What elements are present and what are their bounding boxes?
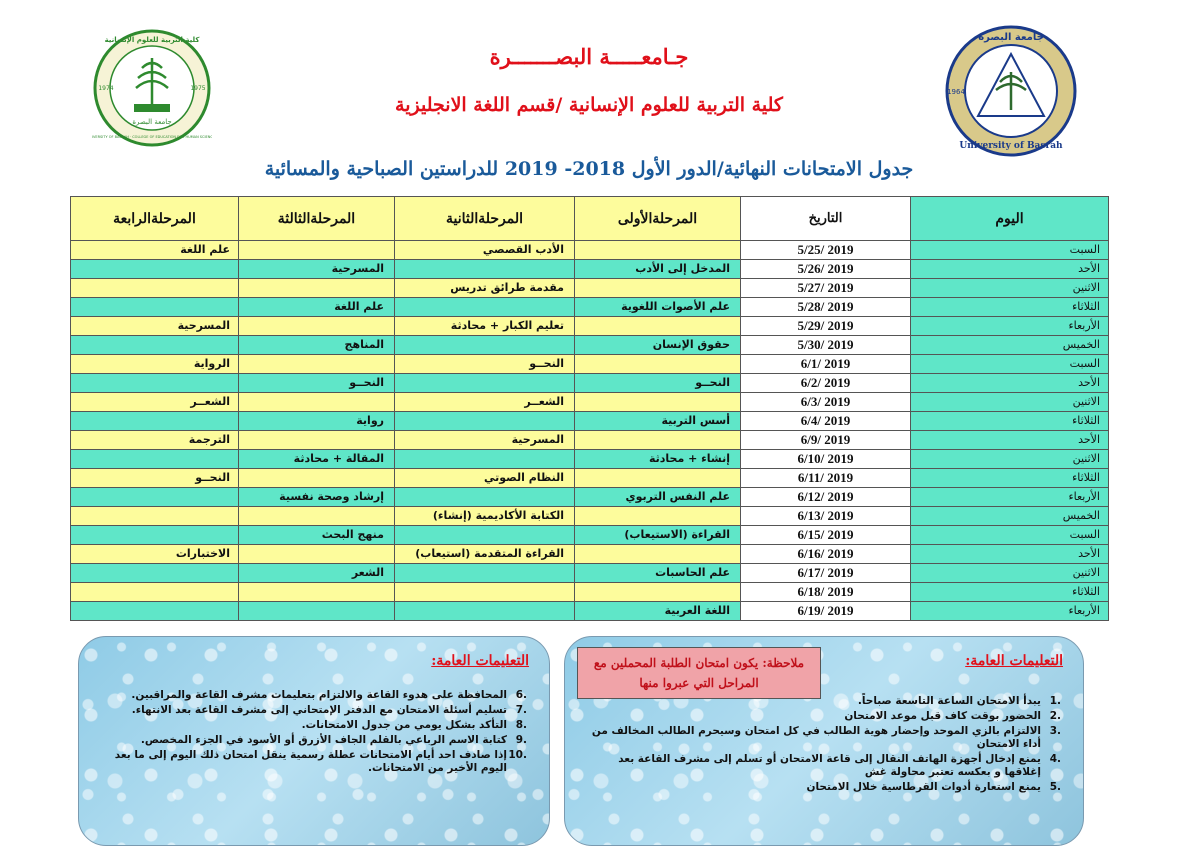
cell-date: 2019 /6/10 <box>741 450 911 469</box>
cell-stage1: علم النفس التربوي <box>575 488 741 507</box>
table-row <box>71 260 1109 279</box>
cell-stage1 <box>575 355 741 374</box>
instruction-number: .9 <box>515 734 527 746</box>
cell-stage3: الشعر <box>239 564 395 583</box>
cell-stage3 <box>239 583 395 602</box>
cell-stage1: علم الحاسبات <box>575 564 741 583</box>
cell-date: 2019 /6/17 <box>741 564 911 583</box>
table-row <box>71 355 1109 374</box>
cell-stage3: إرشاد وصحة نفسية <box>239 488 395 507</box>
cell-stage3: المناهج <box>239 336 395 355</box>
instructions-box-left <box>78 636 550 846</box>
table-row <box>71 412 1109 431</box>
cell-day: الخميس <box>911 507 1109 526</box>
table-row <box>71 488 1109 507</box>
instruction-item <box>589 710 1061 723</box>
cell-date: 2019 /6/1 <box>741 355 911 374</box>
cell-day: الأحد <box>911 431 1109 450</box>
cell-stage2: الكتابة الأكاديمية (إنشاء) <box>395 507 575 526</box>
cell-date: 2019 /6/16 <box>741 545 911 564</box>
instruction-number: .6 <box>515 689 527 701</box>
cell-date: 2019 /5/26 <box>741 260 911 279</box>
table-row <box>71 298 1109 317</box>
cell-day: الاثنين <box>911 450 1109 469</box>
cell-day: الثلاثاء <box>911 583 1109 602</box>
instructions-heading: التعليمات العامة: <box>431 653 529 669</box>
instruction-text: كتابة الاسم الرباعي بالقلم الجاف الأزرق أو الأسود في الجزء المخصص. <box>140 734 507 746</box>
college-logo-subtitle: جامعة البصرة <box>132 118 172 126</box>
instructions-list <box>103 689 527 777</box>
cell-stage3 <box>239 355 395 374</box>
cell-stage1: اللغة العربية <box>575 602 741 621</box>
cell-stage2: المسرحية <box>395 431 575 450</box>
table-row <box>71 526 1109 545</box>
cell-day: الاثنين <box>911 279 1109 298</box>
cell-stage2: النظام الصوتي <box>395 469 575 488</box>
cell-stage4 <box>71 450 239 469</box>
cell-stage2 <box>395 564 575 583</box>
table-row <box>71 317 1109 336</box>
cell-day: السبت <box>911 241 1109 260</box>
header-date: التاريخ <box>741 197 911 241</box>
cell-day: السبت <box>911 355 1109 374</box>
instruction-text: التأكد بشكل يومي من جدول الامتحانات. <box>301 719 507 731</box>
cell-date: 2019 /5/27 <box>741 279 911 298</box>
cell-stage4 <box>71 260 239 279</box>
instruction-number: .2 <box>1049 710 1061 722</box>
exam-schedule-table <box>70 196 1109 621</box>
instruction-number: .5 <box>1049 781 1061 793</box>
cell-day: الثلاثاء <box>911 469 1109 488</box>
instruction-item <box>589 695 1061 708</box>
cell-day: السبت <box>911 526 1109 545</box>
cell-stage4 <box>71 602 239 621</box>
cell-stage1: أسس التربية <box>575 412 741 431</box>
cell-stage2: النحــو <box>395 355 575 374</box>
college-logo-year-left: 1974 <box>98 85 114 92</box>
table-row <box>71 336 1109 355</box>
cell-date: 2019 /6/15 <box>741 526 911 545</box>
cell-stage3: رواية <box>239 412 395 431</box>
instruction-number: .10 <box>508 749 527 761</box>
cell-stage3 <box>239 393 395 412</box>
cell-stage4 <box>71 336 239 355</box>
cell-date: 2019 /6/12 <box>741 488 911 507</box>
cell-stage2: تعليم الكبار + محادثة <box>395 317 575 336</box>
table-row <box>71 564 1109 583</box>
table-row <box>71 602 1109 621</box>
table-row <box>71 583 1109 602</box>
cell-stage4 <box>71 412 239 431</box>
table-row <box>71 431 1109 450</box>
cell-stage2 <box>395 450 575 469</box>
cell-stage3 <box>239 317 395 336</box>
cell-stage4: الترجمة <box>71 431 239 450</box>
cell-date: 2019 /6/18 <box>741 583 911 602</box>
cell-stage1: النحــو <box>575 374 741 393</box>
cell-stage2 <box>395 583 575 602</box>
cell-stage4: الشعــر <box>71 393 239 412</box>
cell-stage2 <box>395 260 575 279</box>
cell-stage1 <box>575 545 741 564</box>
cell-date: 2019 /5/30 <box>741 336 911 355</box>
instruction-text: الحضور بوقت كاف قبل موعد الامتحان <box>844 710 1041 722</box>
cell-stage4: الرواية <box>71 355 239 374</box>
instructions-heading: التعليمات العامة: <box>965 653 1063 669</box>
cell-stage1 <box>575 431 741 450</box>
cell-stage4 <box>71 279 239 298</box>
cell-date: 2019 /5/28 <box>741 298 911 317</box>
cell-stage2: القراءة المتقدمة (استيعاب) <box>395 545 575 564</box>
cell-stage1: المدخل إلى الأدب <box>575 260 741 279</box>
header-day: اليوم <box>911 197 1109 241</box>
cell-day: الثلاثاء <box>911 298 1109 317</box>
cell-day: الثلاثاء <box>911 412 1109 431</box>
cell-date: 2019 /5/25 <box>741 241 911 260</box>
college-logo-english: UNIVERSITY OF BASRAH · COLLEGE OF EDUCATION FOR HUMAN SCIENCES <box>92 135 212 139</box>
cell-stage1 <box>575 507 741 526</box>
cell-stage1: علم الأصوات اللغوية <box>575 298 741 317</box>
cell-stage1: حقوق الإنسان <box>575 336 741 355</box>
instruction-text: الالتزام بالزي الموحد وإحضار هوية الطالب في كل امتحان وسيحرم الطالب المخالف من أداء الامتحان <box>591 725 1041 750</box>
instruction-item <box>589 753 1061 779</box>
college-logo-year-right: 1975 <box>190 85 206 92</box>
cell-stage1 <box>575 583 741 602</box>
cell-day: الأحد <box>911 374 1109 393</box>
instruction-item <box>589 725 1061 751</box>
cell-date: 2019 /6/3 <box>741 393 911 412</box>
cell-day: الأحد <box>911 545 1109 564</box>
university-logo-english: University of Basrah <box>959 141 1063 151</box>
instruction-item <box>103 704 527 717</box>
cell-stage4 <box>71 374 239 393</box>
cell-day: الاثنين <box>911 564 1109 583</box>
header-stage4: المرحلةالرابعة <box>71 197 239 241</box>
table-header-row <box>71 197 1109 241</box>
cell-stage2 <box>395 298 575 317</box>
cell-date: 2019 /6/9 <box>741 431 911 450</box>
cell-day: الأربعاء <box>911 317 1109 336</box>
cell-stage2: الشعــر <box>395 393 575 412</box>
cell-date: 2019 /5/29 <box>741 317 911 336</box>
cell-stage4 <box>71 488 239 507</box>
instruction-text: إذا صادف احد أيام الامتحانات عطلة رسمية ينقل امتحان ذلك اليوم إلى ما بعد اليوم الأخير من الامتحانات. <box>114 749 507 774</box>
header-stage1: المرحلةالأولى <box>575 197 741 241</box>
cell-stage2 <box>395 412 575 431</box>
cell-stage1 <box>575 279 741 298</box>
cell-date: 2019 /6/19 <box>741 602 911 621</box>
cell-day: الأربعاء <box>911 602 1109 621</box>
cell-stage1: إنشاء + محادثة <box>575 450 741 469</box>
table-row <box>71 507 1109 526</box>
cell-stage1 <box>575 393 741 412</box>
instruction-item <box>103 689 527 702</box>
cell-day: الاثنين <box>911 393 1109 412</box>
cell-stage3 <box>239 241 395 260</box>
cell-stage3 <box>239 469 395 488</box>
cell-stage3: علم اللغة <box>239 298 395 317</box>
instruction-text: يبدأ الامتحان الساعة التاسعة صباحاً. <box>857 695 1041 707</box>
instruction-text: يمنع استعارة أدوات القرطاسية خلال الامتحان <box>806 781 1041 793</box>
header-stage3: المرحلةالثالثة <box>239 197 395 241</box>
cell-stage3 <box>239 507 395 526</box>
cell-stage2 <box>395 602 575 621</box>
table-row <box>71 279 1109 298</box>
instructions-list <box>589 695 1061 796</box>
table-row <box>71 450 1109 469</box>
cell-stage3: المقالة + محادثة <box>239 450 395 469</box>
college-title: كلية التربية للعلوم الإنسانية /قسم اللغة الانجليزية <box>395 94 783 116</box>
cell-stage3: منهج البحث <box>239 526 395 545</box>
cell-stage3: المسرحية <box>239 260 395 279</box>
college-logo-title: كلية التربية للعلوم الإنسانية <box>104 36 200 44</box>
instruction-text: المحافظة على هدوء القاعة والالتزام بتعليمات مشرف القاعة والمراقبين. <box>131 689 507 701</box>
cell-stage1 <box>575 469 741 488</box>
cell-date: 2019 /6/4 <box>741 412 911 431</box>
cell-date: 2019 /6/13 <box>741 507 911 526</box>
instruction-item <box>103 719 527 732</box>
cell-stage2 <box>395 488 575 507</box>
university-logo-arabic: جامعة البصرة <box>978 32 1044 43</box>
cell-stage4 <box>71 298 239 317</box>
university-title: جـامعـــــة البصـــــــرة <box>489 44 689 69</box>
instructions-box-right <box>564 636 1084 846</box>
cell-stage4 <box>71 526 239 545</box>
cell-stage3 <box>239 279 395 298</box>
university-logo-year: 1964 <box>947 88 965 96</box>
cell-stage2 <box>395 336 575 355</box>
cell-date: 2019 /6/2 <box>741 374 911 393</box>
cell-stage1: القراءة (الاستيعاب) <box>575 526 741 545</box>
cell-stage3 <box>239 431 395 450</box>
cell-stage4 <box>71 564 239 583</box>
instruction-number: .3 <box>1049 725 1061 737</box>
instruction-number: .4 <box>1049 753 1061 765</box>
cell-stage4: النحــو <box>71 469 239 488</box>
table-row <box>71 469 1109 488</box>
instruction-number: .7 <box>515 704 527 716</box>
header-stage2: المرحلةالثانية <box>395 197 575 241</box>
table-row <box>71 393 1109 412</box>
instruction-number: .1 <box>1049 695 1061 707</box>
cell-date: 2019 /6/11 <box>741 469 911 488</box>
instruction-text: يمنع إدخال أجهزة الهاتف النقال إلى قاعة الامتحان أو تسلم إلى مشرف القاعة بعد إغلاقها و بعكسه تعتبر محاولة غش <box>618 753 1041 778</box>
cell-stage4: المسرحية <box>71 317 239 336</box>
cell-day: الخميس <box>911 336 1109 355</box>
table-row <box>71 545 1109 564</box>
cell-day: الأربعاء <box>911 488 1109 507</box>
instruction-item <box>103 734 527 747</box>
cell-stage4: الاختبارات <box>71 545 239 564</box>
cell-stage4 <box>71 583 239 602</box>
instruction-number: .8 <box>515 719 527 731</box>
cell-stage4: علم اللغة <box>71 241 239 260</box>
schedule-title: جدول الامتحانات النهائية/الدور الأول 2018- 2019 للدراستين الصباحية والمسائية <box>264 158 914 180</box>
cell-stage2 <box>395 374 575 393</box>
cell-stage1 <box>575 241 741 260</box>
table-row <box>71 374 1109 393</box>
cell-stage3 <box>239 545 395 564</box>
cell-stage2: مقدمة طرائق تدريس <box>395 279 575 298</box>
table-row <box>71 241 1109 260</box>
instruction-item <box>103 749 527 775</box>
cell-stage3: النحــو <box>239 374 395 393</box>
cell-stage2: الأدب القصصي <box>395 241 575 260</box>
instruction-text: تسليم أسئلة الامتحان مع الدفتر الإمتحاني إلى مشرف القاعة بعد الانتهاء. <box>131 704 507 716</box>
cell-stage3 <box>239 602 395 621</box>
instruction-item <box>589 781 1061 794</box>
cell-stage1 <box>575 317 741 336</box>
cell-stage2 <box>395 526 575 545</box>
cell-stage4 <box>71 507 239 526</box>
cell-day: الأحد <box>911 260 1109 279</box>
note-box: ملاحظة: يكون امتحان الطلبة المحملين مع المراحل التي عبروا منها <box>577 647 821 699</box>
